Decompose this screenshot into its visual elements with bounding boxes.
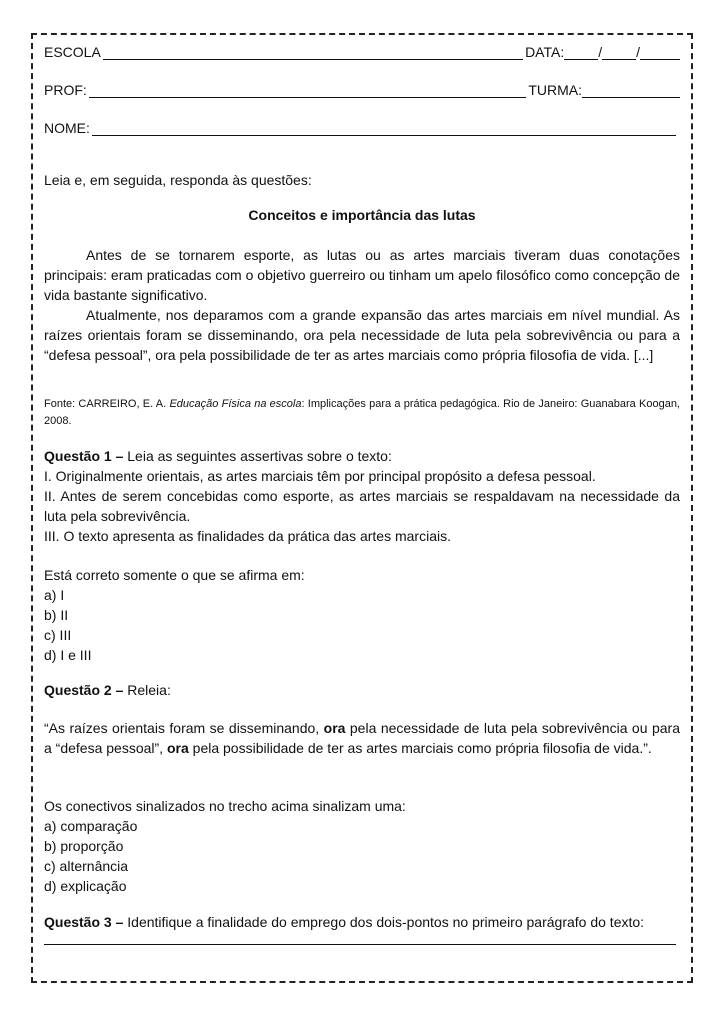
q1-prompt: Leia as seguintes assertivas sobre o texto: <box>123 448 392 464</box>
source-book: Educação Física na escola <box>169 398 302 410</box>
q2-answers <box>44 796 680 896</box>
quote-connective-2: ora <box>166 740 189 756</box>
q1-answers <box>44 565 680 665</box>
date-sep-2: / <box>636 44 640 60</box>
question-2 <box>44 680 680 700</box>
q2-label: Questão 2 – <box>44 682 124 698</box>
date-month-field[interactable] <box>602 47 636 60</box>
date-year-field[interactable] <box>640 47 680 60</box>
date-day-field[interactable] <box>564 47 598 60</box>
source-citation <box>44 396 680 430</box>
class-label: TURMA: <box>528 82 582 98</box>
q2-option-b[interactable]: b) proporção <box>44 838 124 854</box>
q1-option-c[interactable]: c) III <box>44 627 72 643</box>
source-suffix: : Implicações para a prática pedagógica. Rio de Janeiro: Guanabara Koogan, 2008. <box>44 398 680 427</box>
reading-text <box>44 245 680 365</box>
school-label: ESCOLA <box>44 44 101 60</box>
q3-answer-line[interactable] <box>44 944 676 945</box>
q1-label: Questão 1 – <box>44 448 124 464</box>
question-3 <box>44 912 680 932</box>
date-label: DATA: <box>525 44 565 60</box>
school-row <box>44 44 680 60</box>
q3-prompt: Identifique a finalidade do emprego dos dois-pontos no primeiro parágrafo do texto: <box>123 914 645 930</box>
question-1 <box>44 446 680 546</box>
q2-option-c[interactable]: c) alternância <box>44 858 129 874</box>
q1-option-a[interactable]: a) I <box>44 587 65 603</box>
prof-row <box>44 82 680 98</box>
q2-ask: Os conectivos sinalizados no trecho acima sinalizam uma: <box>44 798 406 814</box>
class-field[interactable] <box>582 85 680 98</box>
quote-part-3: pela possibilidade de ter as artes marciais como própria filosofia de vida.”. <box>188 740 652 756</box>
q2-option-d[interactable]: d) explicação <box>44 878 127 894</box>
paragraph-2: Atualmente, nos deparamos com a grande expansão das artes marciais em nível mundial. As raízes orientais foram se disseminando, ora pela necessidade de luta pela sobrevivência ou para a “defesa pessoal”, ora pela possibilidade de ter as artes marciais como própria filosofia de vida. [...] <box>44 307 680 363</box>
q1-statement-1: I. Originalmente orientais, as artes marciais têm por principal propósito a defesa pessoal. <box>44 468 596 484</box>
q2-option-a[interactable]: a) comparação <box>44 818 138 834</box>
q2-quote <box>44 718 680 758</box>
q1-option-d[interactable]: d) I e III <box>44 647 92 663</box>
prof-label: PROF: <box>44 82 87 98</box>
name-field[interactable] <box>92 123 676 136</box>
source-prefix: Fonte: CARREIRO, E. A. <box>44 398 170 410</box>
quote-part-2: pela necessidade de luta pela sobrevivência ou para a “defesa pessoal”, <box>44 720 680 756</box>
q1-statement-2: II. Antes de serem concebidas como esporte, as artes marciais se respaldavam na necessidade da luta pela sobrevivência. <box>44 488 680 524</box>
prof-field[interactable] <box>89 85 527 98</box>
q2-prompt: Releia: <box>123 682 171 698</box>
q3-label: Questão 3 – <box>44 914 124 930</box>
name-label: NOME: <box>44 120 90 136</box>
instruction: Leia e, em seguida, responda às questões: <box>44 172 312 188</box>
quote-part-1: “As raízes orientais foram se disseminando, <box>44 720 324 736</box>
quote-connective-1: ora <box>323 720 346 736</box>
q1-option-b[interactable]: b) II <box>44 607 69 623</box>
paragraph-1: Antes de se tornarem esporte, as lutas ou as artes marciais tiveram duas conotações principais: eram praticadas com o objetivo guerreiro ou tinham um apelo filosófico como concepção de vida bastante significativo. <box>44 247 680 303</box>
name-row <box>44 120 680 136</box>
school-field[interactable] <box>103 47 523 60</box>
q1-statement-3: III. O texto apresenta as finalidades da prática das artes marciais. <box>44 528 451 544</box>
q1-ask: Está correto somente o que se afirma em: <box>44 567 305 583</box>
date-sep-1: / <box>598 44 603 60</box>
text-title: Conceitos e importância das lutas <box>248 207 476 223</box>
